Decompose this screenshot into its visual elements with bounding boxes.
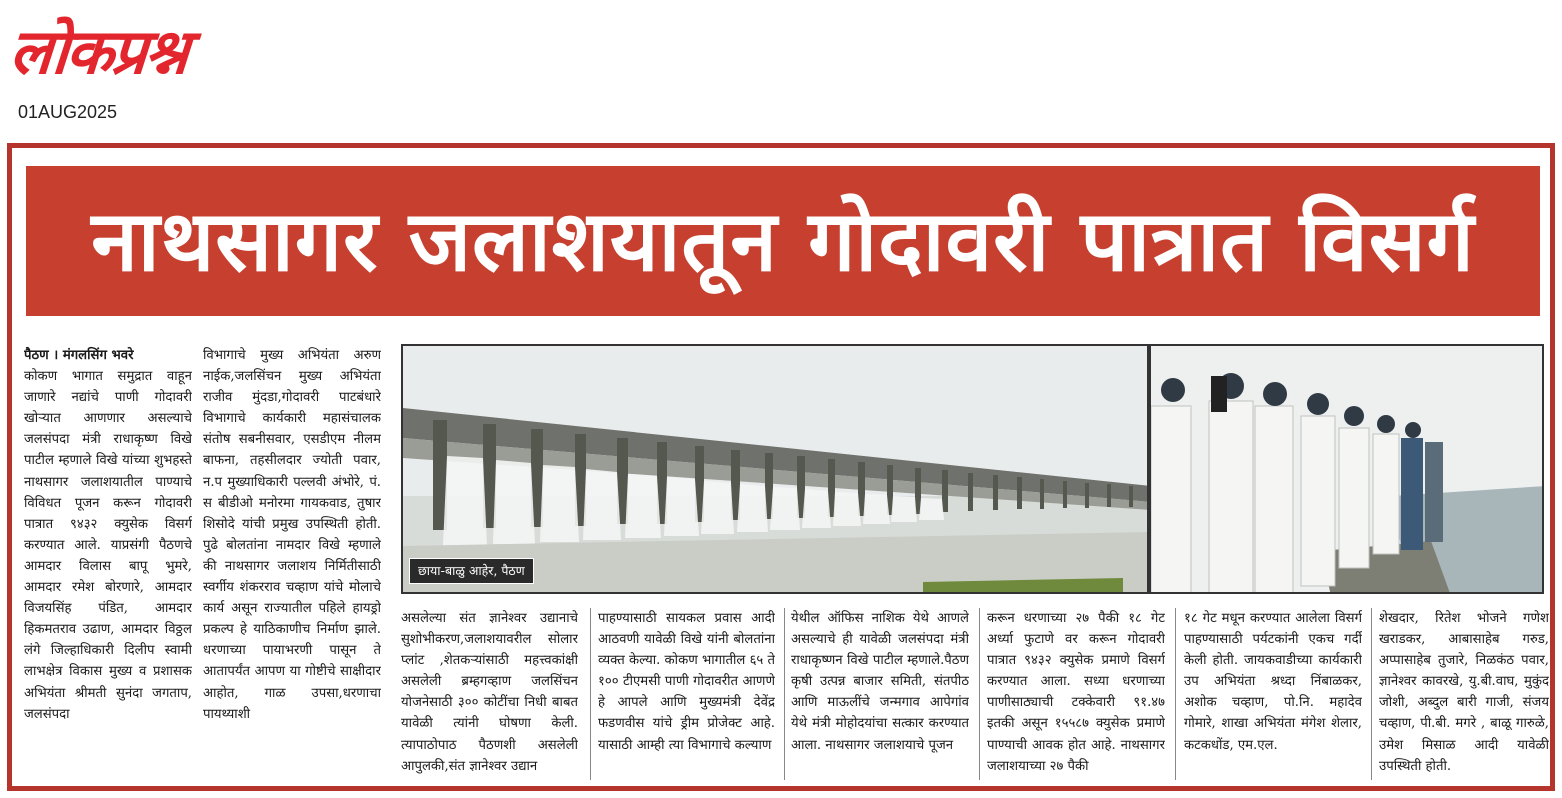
byline: पैठण । मंगलसिंग भवरे bbox=[24, 348, 134, 363]
issue-date: 01AUG2025 bbox=[18, 102, 118, 122]
masthead bbox=[7, 6, 290, 126]
article-text-7: १८ गेट मधून करण्यात आलेला विसर्ग पाहण्यासाठी पर्यटकांनी एकच गर्दी केली होती. जायकवाडीच्या कार्यकारी उप अभियंता श्रध्दा निंबाळकर, अशोक चव्हाण, पो.नि. महादेव गोमारे, शाखा अभियंता मंगेश शेलार, कटकधोंड, एम.एल. bbox=[1184, 611, 1362, 753]
column-divider bbox=[979, 608, 980, 780]
article-column-7 bbox=[1184, 608, 1362, 780]
article-text-4: पाहण्यासाठी सायकल प्रवास आदी आठवणी यावेळी विखे यांनी बोलतांना व्यक्त केल्या. कोकण भागातील ६५ ते १०० टीएमसी पाणी गोदावरीत आणणे हे आपले आणि मुख्यमंत्री देवेंद्र फडणवीस यांचे ड्रीम प्रोजेक्ट आहे. यासाठी आम्ही त्या विभागाचे कल्याण bbox=[598, 611, 775, 753]
article-text-3: असलेल्या संत ज्ञानेश्वर उद्यानाचे सुशोभीकरण,जलाशयावरील सोलार प्लांट ,शेतकऱ्यांसाठी महत्त्वकांक्षी असलेली ब्रम्हगव्हाण जलसिंचन योजनेसाठी ३०० कोटींचा निधी बाबत यावेळी त्यांनी घोषणा केली. त्यापाठोपाठ पैठणशी असलेली आपुलकी,संत ज्ञानेश्वर उद्यान bbox=[401, 611, 578, 774]
officials-illustration bbox=[1151, 346, 1544, 594]
dam-photo bbox=[401, 344, 1149, 594]
column-divider bbox=[784, 608, 785, 780]
column-divider bbox=[1371, 608, 1372, 780]
article-column-1 bbox=[24, 345, 192, 780]
newspaper-logo: लोकप्रश्न bbox=[7, 15, 190, 88]
column-divider bbox=[590, 608, 591, 780]
article-column-2 bbox=[203, 345, 381, 780]
article-text-5: येथील ऑफिस नाशिक येथे आणले असल्याचे ही यावेळी जलसंपदा मंत्री राधाकृष्णन विखे पाटील म्हणाले.पैठण कृषी उत्पन्न बाजार समिती, संतपीठ आणि माऊलींचे जन्मगाव आपेगांव येथे मंत्री मोहोदयांचा सत्कार करण्यात आला. नाथसागर जलाशयाचे पूजन bbox=[791, 611, 969, 753]
article-column-8 bbox=[1379, 608, 1549, 780]
article-column-6 bbox=[987, 608, 1165, 780]
officials-photo bbox=[1149, 344, 1544, 594]
article-frame bbox=[7, 143, 1555, 791]
article-text-6: करून धरणाच्या २७ पैकी १८ गेट अर्ध्या फुटाणे वर करून गोदावरी पात्रात ९४३२ क्युसेक प्रमाणे विसर्ग करण्यात आला. सध्या धरणाच्या पाणीसाठ्याची टक्केवारी ९१.४७ इतकी असून १५५८७ क्युसेक प्रमाणे पाण्याची आवक होत आहे. नाथसागर जलाशयाच्या २७ पैकी bbox=[987, 611, 1165, 774]
dam-illustration bbox=[403, 346, 1149, 594]
article-text-8: शेखदार, रितेश भोजने गणेश खराडकर, आबासाहेब गरुड, अप्पासाहेब तुजारे, निळकंठ पवार, ज्ञानेश्वर कावरखे, यु.बी.वाघ, मुकुंद जोशी, अब्दुल बारी गाजी, संजय चव्हाण, पी.बी. मगरे , बाळू गारुळे, उमेश मिसाळ आदी यावेळी उपस्थिती होती. bbox=[1379, 611, 1549, 774]
column-divider bbox=[1175, 608, 1176, 780]
photo-caption: छाया-बाळु आहेर, पैठण bbox=[409, 558, 534, 584]
headline: नाथसागर जलाशयातून गोदावरी पात्रात विसर्ग bbox=[26, 166, 1540, 316]
article-column-4 bbox=[598, 608, 775, 780]
article-column-3 bbox=[401, 608, 578, 780]
article-text-2: विभागाचे मुख्य अभियंता अरुण नाईक,जलसिंचन मुख्य अभियंता राजीव मुंदडा,गोदावरी पाटबंधारे विभागाचे कार्यकारी महासंचालक संतोष सबनीसवार, एसडीएम नीलम बाफना, तहसीलदार ज्योती पवार, न.प मुख्याधिकारी पल्लवी अंभोरे, पं. स बीडीओ मनोरमा गायकवाड, तुषार शिसोदे यांची प्रमुख उपस्थिती होती. पुढे बोलतांना नामदार विखे म्हणाले की नाथसागर जलाशय निर्मितीसाठी स्वर्गीय शंकरराव चव्हाण यांचे मोलाचे कार्य असून राज्यातील पहिले हायड्रो प्रकल्प हे याठिकाणीच निर्माण झाले. धरणाच्या पायाभरणी पासून ते आतापर्यंत आपण या गोष्टीचे साक्षीदार आहोत, गाळ उपसा,धरणाचा पायथ्याशी bbox=[203, 348, 381, 722]
article-column-5 bbox=[791, 608, 969, 780]
article-text-1: कोकण भागात समुद्रात वाहून जाणारे नद्यांचे पाणी गोदावरी खोऱ्यात आणणार असल्याचे जलसंपदा मंत्री राधाकृष्ण विखे पाटील म्हणाले विखे यांच्या शुभहस्ते नाथसागर जलाशयातील पाण्याचे विविधत पूजन करून गोदावरी पात्रात ९४३२ क्युसेक विसर्ग करण्यात आले. याप्रसंगी पैठणचे आमदार विलास बापू भुमरे, आमदार रमेश बोरणारे, आमदार विजयसिंह पंडित, आमदार हिकमतराव उढाण, आमदार विठ्ठल लंगे जिल्हाधिकारी दिलीप स्वामी लाभक्षेत्र विकास मुख्य व प्रशासक अभियंता श्रीमती सुनंदा जगताप, जलसंपदा bbox=[24, 369, 192, 722]
